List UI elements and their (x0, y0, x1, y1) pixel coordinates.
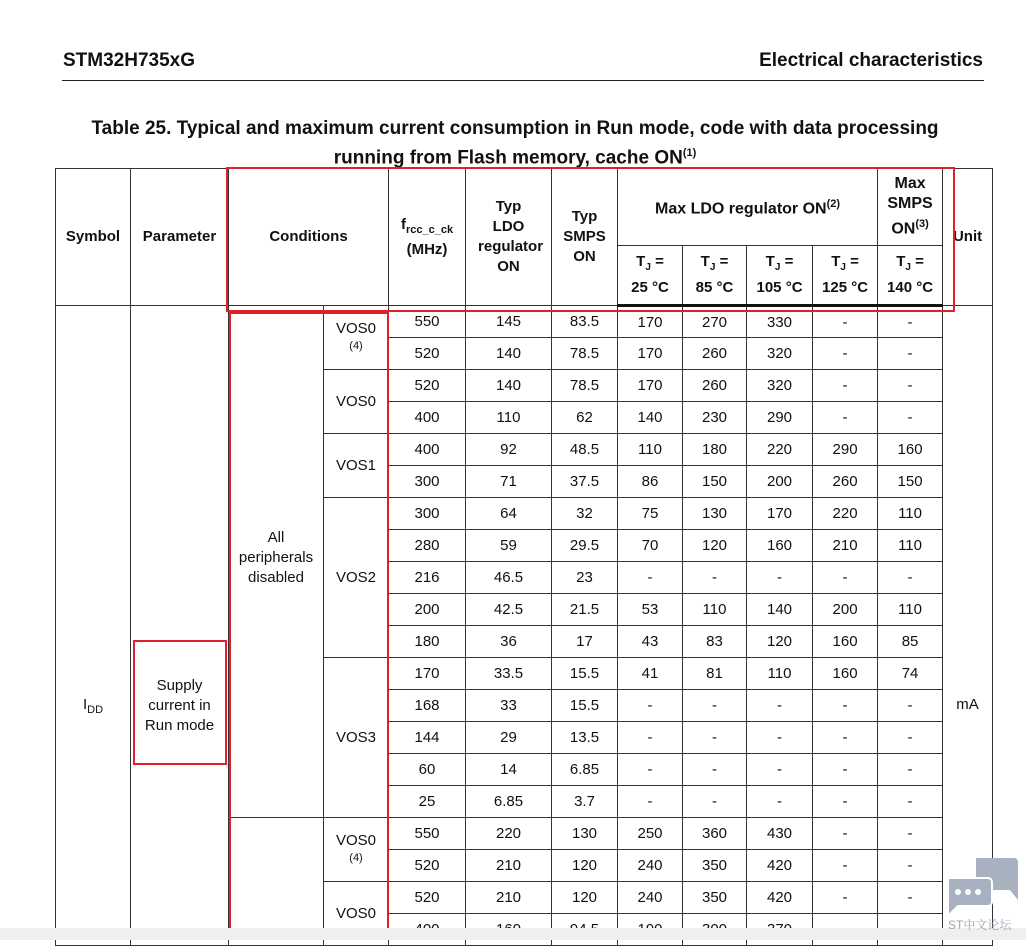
value-cell: 144 (389, 722, 466, 754)
value-cell: 210 (466, 850, 552, 882)
value-cell: - (813, 690, 878, 722)
value-cell: - (747, 722, 813, 754)
value-cell: 110 (683, 594, 747, 626)
value-cell: - (878, 850, 943, 882)
value-cell: 200 (389, 594, 466, 626)
value-cell: 160 (813, 658, 878, 690)
value-cell: 170 (618, 370, 683, 402)
value-cell: 78.5 (552, 370, 618, 402)
unit-cell: mA (943, 306, 993, 946)
doc-header-section: Electrical characteristics (759, 50, 983, 71)
value-cell: - (813, 402, 878, 434)
value-cell: 320 (747, 370, 813, 402)
value-cell: 41 (618, 658, 683, 690)
value-cell: 81 (683, 658, 747, 690)
value-cell: - (813, 722, 878, 754)
value-cell: 48.5 (552, 434, 618, 466)
col-symbol: Symbol (56, 169, 131, 306)
value-cell: 216 (389, 562, 466, 594)
title-line-2: running from Flash memory, cache ON$^{(1)}$ (333, 147, 697, 169)
value-cell: 25 (389, 786, 466, 818)
value-cell: - (878, 338, 943, 370)
value-cell: 59 (466, 530, 552, 562)
header-divider (62, 80, 984, 81)
value-cell: 64 (466, 498, 552, 530)
vos-cell: VOS0 (324, 882, 389, 946)
title-line-1: Table 25. Typical and maximum current consumption in Run mode, code with data processing (91, 118, 939, 139)
value-cell: 21.5 (552, 594, 618, 626)
value-cell: 33 (466, 690, 552, 722)
value-cell: 150 (878, 466, 943, 498)
value-cell: 200 (813, 594, 878, 626)
col-parameter: Parameter (131, 169, 229, 306)
col-typ-smps: Typ SMPS ON (552, 169, 618, 306)
value-cell: 29 (466, 722, 552, 754)
value-cell: 110 (618, 434, 683, 466)
table-title (40, 117, 990, 170)
value-cell: 520 (389, 882, 466, 914)
value-cell: 320 (747, 338, 813, 370)
value-cell: - (747, 690, 813, 722)
value-cell: 70 (618, 530, 683, 562)
col-conditions: Conditions (229, 169, 389, 306)
value-cell: 160 (813, 626, 878, 658)
col-tj-1: $T_J$ = 85 °C (683, 246, 747, 306)
value-cell: 110 (878, 530, 943, 562)
value-cell: - (747, 786, 813, 818)
vos-cell: VOS0 (4) (324, 306, 389, 370)
value-cell: - (813, 850, 878, 882)
condition-group-cell: All peripherals disabled (229, 306, 324, 818)
value-cell: 23 (552, 562, 618, 594)
value-cell: 220 (813, 498, 878, 530)
value-cell: 180 (683, 434, 747, 466)
value-cell: 260 (683, 338, 747, 370)
value-cell: 17 (552, 626, 618, 658)
value-cell: 168 (389, 690, 466, 722)
value-cell: 520 (389, 850, 466, 882)
value-cell: - (747, 754, 813, 786)
parameter-cell: Supply current in Run mode (131, 306, 229, 946)
value-cell: 110 (878, 498, 943, 530)
value-cell: 83 (683, 626, 747, 658)
value-cell: 130 (552, 818, 618, 850)
value-cell: - (813, 338, 878, 370)
value-cell: 75 (618, 498, 683, 530)
value-cell: 270 (683, 306, 747, 338)
current-consumption-table (55, 168, 992, 928)
value-cell: 140 (747, 594, 813, 626)
value-cell: 120 (747, 626, 813, 658)
value-cell: - (878, 786, 943, 818)
value-cell: 140 (466, 338, 552, 370)
value-cell: 550 (389, 306, 466, 338)
value-cell: - (813, 306, 878, 338)
col-tj-4: $T_J$ = 140 °C (878, 246, 943, 306)
value-cell: 29.5 (552, 530, 618, 562)
col-tj-2: $T_J$ = 105 °C (747, 246, 813, 306)
doc-header-part-number: STM32H735xG (63, 50, 196, 71)
col-frequency: $f_{rcc\_c\_ck}$ (MHz) (389, 169, 466, 306)
value-cell: 350 (683, 850, 747, 882)
value-cell: 430 (747, 818, 813, 850)
value-cell: - (747, 562, 813, 594)
value-cell: 15.5 (552, 658, 618, 690)
value-cell: 420 (747, 882, 813, 914)
value-cell: 170 (618, 338, 683, 370)
value-cell: 150 (683, 466, 747, 498)
col-unit: Unit (943, 169, 993, 306)
value-cell: 160 (747, 530, 813, 562)
col-tj-3: $T_J$ = 125 °C (813, 246, 878, 306)
value-cell: - (878, 754, 943, 786)
value-cell: 6.85 (466, 786, 552, 818)
value-cell: - (618, 690, 683, 722)
value-cell: 46.5 (466, 562, 552, 594)
viewer-bottom-bar (0, 928, 1026, 940)
value-cell: 6.85 (552, 754, 618, 786)
value-cell: 520 (389, 338, 466, 370)
value-cell: 210 (466, 882, 552, 914)
value-cell: 42.5 (466, 594, 552, 626)
value-cell: 240 (618, 882, 683, 914)
value-cell: 400 (389, 434, 466, 466)
value-cell: 550 (389, 818, 466, 850)
value-cell: 85 (878, 626, 943, 658)
value-cell: 13.5 (552, 722, 618, 754)
vos-cell: VOS3 (324, 658, 389, 818)
value-cell: 110 (466, 402, 552, 434)
value-cell: 220 (747, 434, 813, 466)
value-cell: - (618, 722, 683, 754)
value-cell: - (813, 818, 878, 850)
value-cell: - (878, 690, 943, 722)
value-cell: 300 (389, 498, 466, 530)
value-cell: - (683, 562, 747, 594)
value-cell: 260 (683, 370, 747, 402)
value-cell: 120 (552, 850, 618, 882)
value-cell: 60 (389, 754, 466, 786)
value-cell: 43 (618, 626, 683, 658)
col-max-smps: Max SMPS ON$^{(3)}$ (878, 169, 943, 246)
value-cell: 400 (389, 402, 466, 434)
value-cell: 520 (389, 370, 466, 402)
value-cell: 120 (683, 530, 747, 562)
value-cell: 130 (683, 498, 747, 530)
value-cell: 260 (813, 466, 878, 498)
value-cell: - (813, 754, 878, 786)
value-cell: - (683, 786, 747, 818)
value-cell: 83.5 (552, 306, 618, 338)
value-cell: 170 (747, 498, 813, 530)
value-cell: 3.7 (552, 786, 618, 818)
value-cell: 280 (389, 530, 466, 562)
symbol-cell: $I_{DD}$ (56, 306, 131, 946)
value-cell: - (683, 722, 747, 754)
value-cell: 250 (618, 818, 683, 850)
value-cell: - (878, 882, 943, 914)
value-cell: 360 (683, 818, 747, 850)
value-cell: 14 (466, 754, 552, 786)
value-cell: 110 (747, 658, 813, 690)
value-cell: 420 (747, 850, 813, 882)
table-row (56, 306, 993, 338)
watermark-text: ST中文论坛 (948, 918, 1012, 932)
value-cell: - (618, 754, 683, 786)
value-cell: - (813, 562, 878, 594)
value-cell: 140 (618, 402, 683, 434)
value-cell: 140 (466, 370, 552, 402)
value-cell: - (878, 402, 943, 434)
vos-cell: VOS0 (324, 370, 389, 434)
value-cell: - (683, 754, 747, 786)
condition-group-cell (229, 818, 324, 946)
vos-cell: VOS1 (324, 434, 389, 498)
value-cell: 145 (466, 306, 552, 338)
value-cell: 330 (747, 306, 813, 338)
value-cell: - (878, 562, 943, 594)
value-cell: - (813, 370, 878, 402)
value-cell: 300 (389, 466, 466, 498)
value-cell: 210 (813, 530, 878, 562)
value-cell: 36 (466, 626, 552, 658)
value-cell: 170 (618, 306, 683, 338)
value-cell: - (813, 786, 878, 818)
value-cell: 37.5 (552, 466, 618, 498)
vos-cell: VOS0 (4) (324, 818, 389, 882)
value-cell: 62 (552, 402, 618, 434)
value-cell: - (618, 786, 683, 818)
value-cell: 110 (878, 594, 943, 626)
col-tj-0: $T_J$ = 25 °C (618, 246, 683, 306)
value-cell: 170 (389, 658, 466, 690)
value-cell: - (618, 562, 683, 594)
value-cell: 32 (552, 498, 618, 530)
value-cell: 220 (466, 818, 552, 850)
value-cell: 74 (878, 658, 943, 690)
col-typ-ldo: Typ LDO regulator ON (466, 169, 552, 306)
value-cell: 78.5 (552, 338, 618, 370)
value-cell: - (878, 306, 943, 338)
value-cell: 33.5 (466, 658, 552, 690)
value-cell: - (813, 882, 878, 914)
value-cell: 290 (813, 434, 878, 466)
value-cell: 71 (466, 466, 552, 498)
value-cell: 160 (878, 434, 943, 466)
value-cell: 200 (747, 466, 813, 498)
value-cell: 180 (389, 626, 466, 658)
value-cell: 92 (466, 434, 552, 466)
value-cell: - (878, 722, 943, 754)
value-cell: 290 (747, 402, 813, 434)
value-cell: - (878, 370, 943, 402)
value-cell: - (878, 818, 943, 850)
value-cell: - (683, 690, 747, 722)
value-cell: 120 (552, 882, 618, 914)
vos-cell: VOS2 (324, 498, 389, 658)
value-cell: 240 (618, 850, 683, 882)
value-cell: 53 (618, 594, 683, 626)
value-cell: 230 (683, 402, 747, 434)
value-cell: 86 (618, 466, 683, 498)
value-cell: 350 (683, 882, 747, 914)
value-cell: 15.5 (552, 690, 618, 722)
col-max-ldo: Max LDO regulator ON$^{(2)}$ (618, 169, 878, 246)
